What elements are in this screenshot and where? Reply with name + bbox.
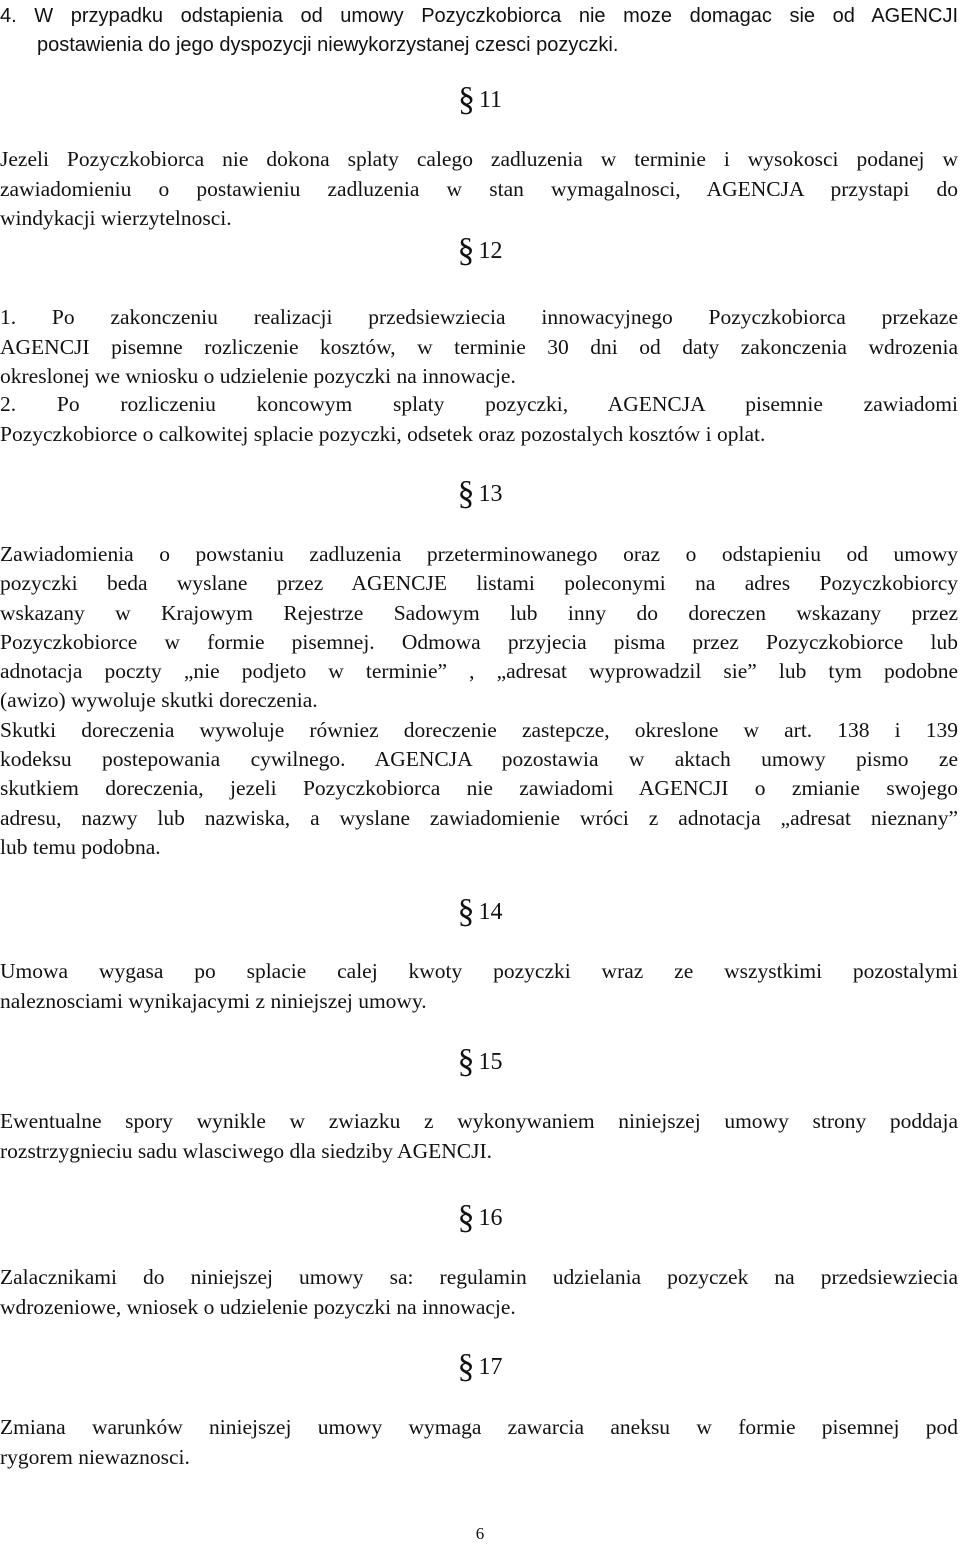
section-heading-11: [0, 81, 960, 118]
section-heading-17: [0, 1348, 960, 1385]
paragraph-line: wskazany w Krajowym Rejestrze Sadowym lub inny do doreczen wskazany przez: [0, 600, 958, 625]
section-number: 15: [478, 1049, 503, 1075]
paragraph-line: Jezeli Pozyczkobiorca nie dokona splaty calego zadluzenia w terminie i wysokosci podanej w: [0, 147, 958, 171]
section-heading-16: [0, 1199, 960, 1236]
paragraph-line: Pozyczkobiorce w formie pisemnej. Odmowa przyjecia pisma przez Pozyczkobiorce lub: [0, 629, 958, 654]
paragraph-line: okreslonej we wniosku o udzielenie pozyczki na innowacje.: [0, 364, 516, 388]
paragraph-line: Pozyczkobiorce o calkowitej splacie pozyczki, odsetek oraz pozostalych kosztów i oplat.: [0, 421, 766, 446]
section-sign: §: [457, 81, 475, 118]
section-sign: §: [457, 475, 475, 512]
intro-line: postawienia do jego dyspozycji niewykorzystanej czesci pozyczki.: [37, 34, 619, 56]
section-13-paragraph: [0, 540, 958, 862]
section-15-paragraph: [0, 1107, 958, 1166]
paragraph-line: Zalacznikami do niniejszej umowy sa: regulamin udzielania pozyczek na przedsiewziecia: [0, 1265, 958, 1289]
paragraph-line: naleznosciami wynikajacymi z niniejszej umowy.: [0, 988, 427, 1013]
paragraph-line: pozyczki beda wyslane przez AGENCJE listami poleconymi na adres Pozyczkobiorcy: [0, 571, 958, 596]
section-sign: §: [457, 893, 475, 930]
paragraph-line: lub temu podobna.: [0, 834, 161, 859]
section-number: 17: [478, 1354, 503, 1380]
paragraph-line: rygorem niewaznosci.: [0, 1444, 190, 1469]
paragraph-line: adresu, nazwy lub nazwiska, a wyslane zawiadomienie wróci z adnotacja „adresat nieznany”: [0, 805, 958, 830]
paragraph-line: Umowa wygasa po splacie calej kwoty pozyczki wraz ze wszystkimi pozostalymi: [0, 959, 958, 983]
intro-paragraph: [0, 2, 958, 60]
section-heading-13: [0, 475, 960, 512]
section-number: 14: [478, 899, 503, 925]
section-heading-14: [0, 893, 960, 930]
section-sign: §: [457, 1348, 475, 1385]
paragraph-line: Zmiana warunków niniejszej umowy wymaga zawarcia aneksu w formie pisemnej pod: [0, 1415, 958, 1439]
paragraph-line: Skutki doreczenia wywoluje równiez doreczenie zastepcze, okreslone w art. 138 i 139: [0, 717, 958, 742]
intro-line: 4. W przypadku odstapienia od umowy Pozyczkobiorca nie moze domagac sie od AGENCJI: [0, 5, 958, 27]
section-12-paragraph-1: [0, 303, 958, 392]
section-number: 13: [478, 481, 503, 507]
section-17-paragraph: [0, 1413, 958, 1472]
paragraph-line: windykacji wierzytelnosci.: [0, 206, 232, 230]
section-heading-12: [0, 232, 960, 269]
paragraph-line: AGENCJI pisemne rozliczenie kosztów, w terminie 30 dni od daty zakonczenia wdrozenia: [0, 334, 958, 359]
paragraph-line: Zawiadomienia o powstaniu zadluzenia przeterminowanego oraz o odstapieniu od umowy: [0, 542, 958, 566]
paragraph-line: 2. Po rozliczeniu koncowym splaty pozyczki, AGENCJA pisemnie zawiadomi: [0, 392, 958, 416]
paragraph-line: skutkiem doreczenia, jezeli Pozyczkobiorca nie zawiadomi AGENCJI o zmianie swojego: [0, 776, 958, 801]
paragraph-line: rozstrzygnieciu sadu wlasciwego dla siedziby AGENCJI.: [0, 1138, 492, 1163]
section-number: 16: [478, 1205, 503, 1231]
section-sign: §: [457, 1199, 475, 1236]
section-11-paragraph: [0, 145, 958, 234]
page-number: 6: [475, 1524, 485, 1543]
paragraph-line: wdrozeniowe, wniosek o udzielenie pozyczki na innowacje.: [0, 1294, 516, 1319]
paragraph-line: adnotacja poczty „nie podjeto w terminie” , „adresat wyprowadzil sie” lub tym podobne: [0, 659, 958, 684]
section-14-paragraph: [0, 957, 958, 1016]
paragraph-line: 1. Po zakonczeniu realizacji przedsiewziecia innowacyjnego Pozyczkobiorca przekaze: [0, 305, 958, 329]
section-16-paragraph: [0, 1263, 958, 1322]
section-number: 12: [478, 238, 503, 264]
section-sign: §: [457, 1043, 475, 1080]
paragraph-line: (awizo) wywoluje skutki doreczenia.: [0, 688, 318, 713]
section-sign: §: [457, 232, 475, 269]
paragraph-line: Ewentualne spory wynikle w zwiazku z wykonywaniem niniejszej umowy strony poddaja: [0, 1109, 958, 1133]
paragraph-line: zawiadomieniu o postawieniu zadluzenia w stan wymagalnosci, AGENCJA przystapi do: [0, 176, 958, 201]
section-number: 11: [478, 87, 503, 113]
section-12-paragraph-2: [0, 390, 958, 449]
section-heading-15: [0, 1043, 960, 1080]
paragraph-line: kodeksu postepowania cywilnego. AGENCJA pozostawia w aktach umowy pismo ze: [0, 747, 958, 772]
